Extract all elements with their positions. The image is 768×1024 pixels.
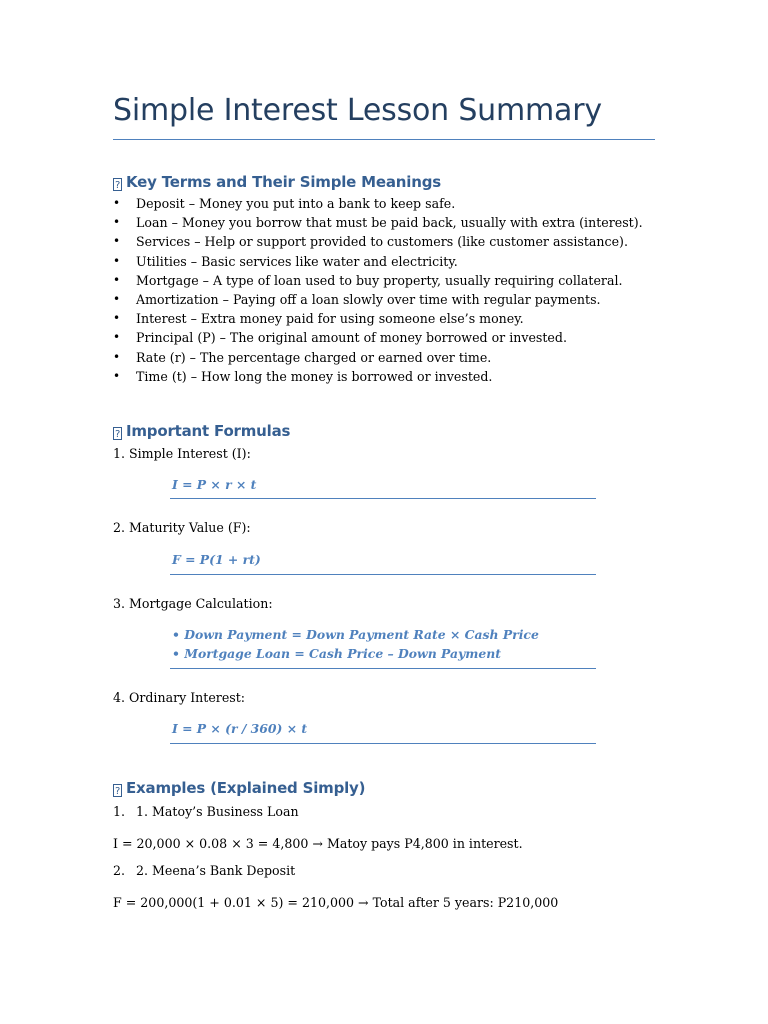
formula-rule (170, 668, 596, 669)
formula-rule (170, 743, 596, 744)
example-work: I = 20,000 × 0.08 × 3 = 4,800 → Matoy pays P4,800 in interest. (113, 836, 523, 851)
heading-key-terms (113, 173, 441, 191)
formula-simple-interest: I = P × r × t (172, 477, 257, 492)
formula-ordinary-interest: I = P × (r / 360) × t (172, 721, 308, 736)
heading-examples-text: Examples (Explained Simply) (126, 779, 366, 797)
term-text: Amortization – Paying off a loan slowly over time with regular payments. (136, 291, 601, 307)
formula-label: 4. Ordinary Interest: (113, 690, 246, 705)
formula-rule (170, 498, 596, 499)
bullet-icon: • (113, 196, 121, 210)
bullet-icon: • (113, 349, 121, 364)
bullet-icon: • (113, 368, 121, 383)
bullet-icon: • (113, 234, 121, 249)
bullet-icon: • (113, 272, 121, 287)
document-title: Simple Interest Lesson Summary (113, 93, 602, 128)
title-underline (113, 139, 655, 140)
heading-formulas (113, 422, 290, 440)
heading-key-terms-text: Key Terms and Their Simple Meanings (126, 173, 441, 191)
example-number: 2. (113, 863, 126, 878)
term-text: Deposit – Money you put into a bank to keep safe. (136, 196, 456, 211)
term-text: Services – Help or support provided to customers (like customer assistance). (136, 234, 628, 250)
heading-examples (113, 779, 365, 797)
term-text: Rate (r) – The percentage charged or earned over time. (136, 349, 492, 365)
example-title: 2. Meena’s Bank Deposit (136, 863, 296, 878)
bullet-icon: • (113, 215, 121, 230)
missing-glyph-icon: ? (114, 180, 121, 191)
bullet-icon: • (113, 253, 121, 268)
example-work: F = 200,000(1 + 0.01 × 5) = 210,000 → Total after 5 years: P210,000 (113, 895, 559, 910)
term-text: Mortgage – A type of loan used to buy property, usually requiring collateral. (136, 272, 623, 288)
missing-glyph-icon: ? (114, 429, 121, 440)
bullet-icon: • (113, 311, 121, 326)
term-text: Interest – Extra money paid for using someone else’s money. (136, 311, 524, 327)
missing-glyph-icon: ? (114, 786, 121, 797)
formula-maturity-value: F = P(1 + rt) (172, 552, 261, 567)
term-text: Principal (P) – The original amount of money borrowed or invested. (136, 330, 567, 346)
example-number: 1. (113, 804, 126, 819)
bullet-icon: • (113, 291, 121, 306)
term-text: Loan – Money you borrow that must be paid back, usually with extra (interest). (136, 215, 643, 231)
formula-rule (170, 574, 596, 575)
formula-label: 1. Simple Interest (I): (113, 446, 251, 461)
example-title: 1. Matoy’s Business Loan (136, 804, 299, 819)
formula-label: 2. Maturity Value (F): (113, 520, 251, 535)
bullet-icon: • (113, 330, 121, 345)
term-text: Time (t) – How long the money is borrowed or invested. (136, 368, 493, 384)
formula-down-payment: • Down Payment = Down Payment Rate × Cash Price (172, 627, 539, 642)
formula-label: 3. Mortgage Calculation: (113, 596, 273, 611)
heading-formulas-text: Important Formulas (126, 422, 291, 440)
term-text: Utilities – Basic services like water and electricity. (136, 253, 458, 269)
formula-mortgage-loan: • Mortgage Loan = Cash Price – Down Payment (172, 646, 501, 661)
